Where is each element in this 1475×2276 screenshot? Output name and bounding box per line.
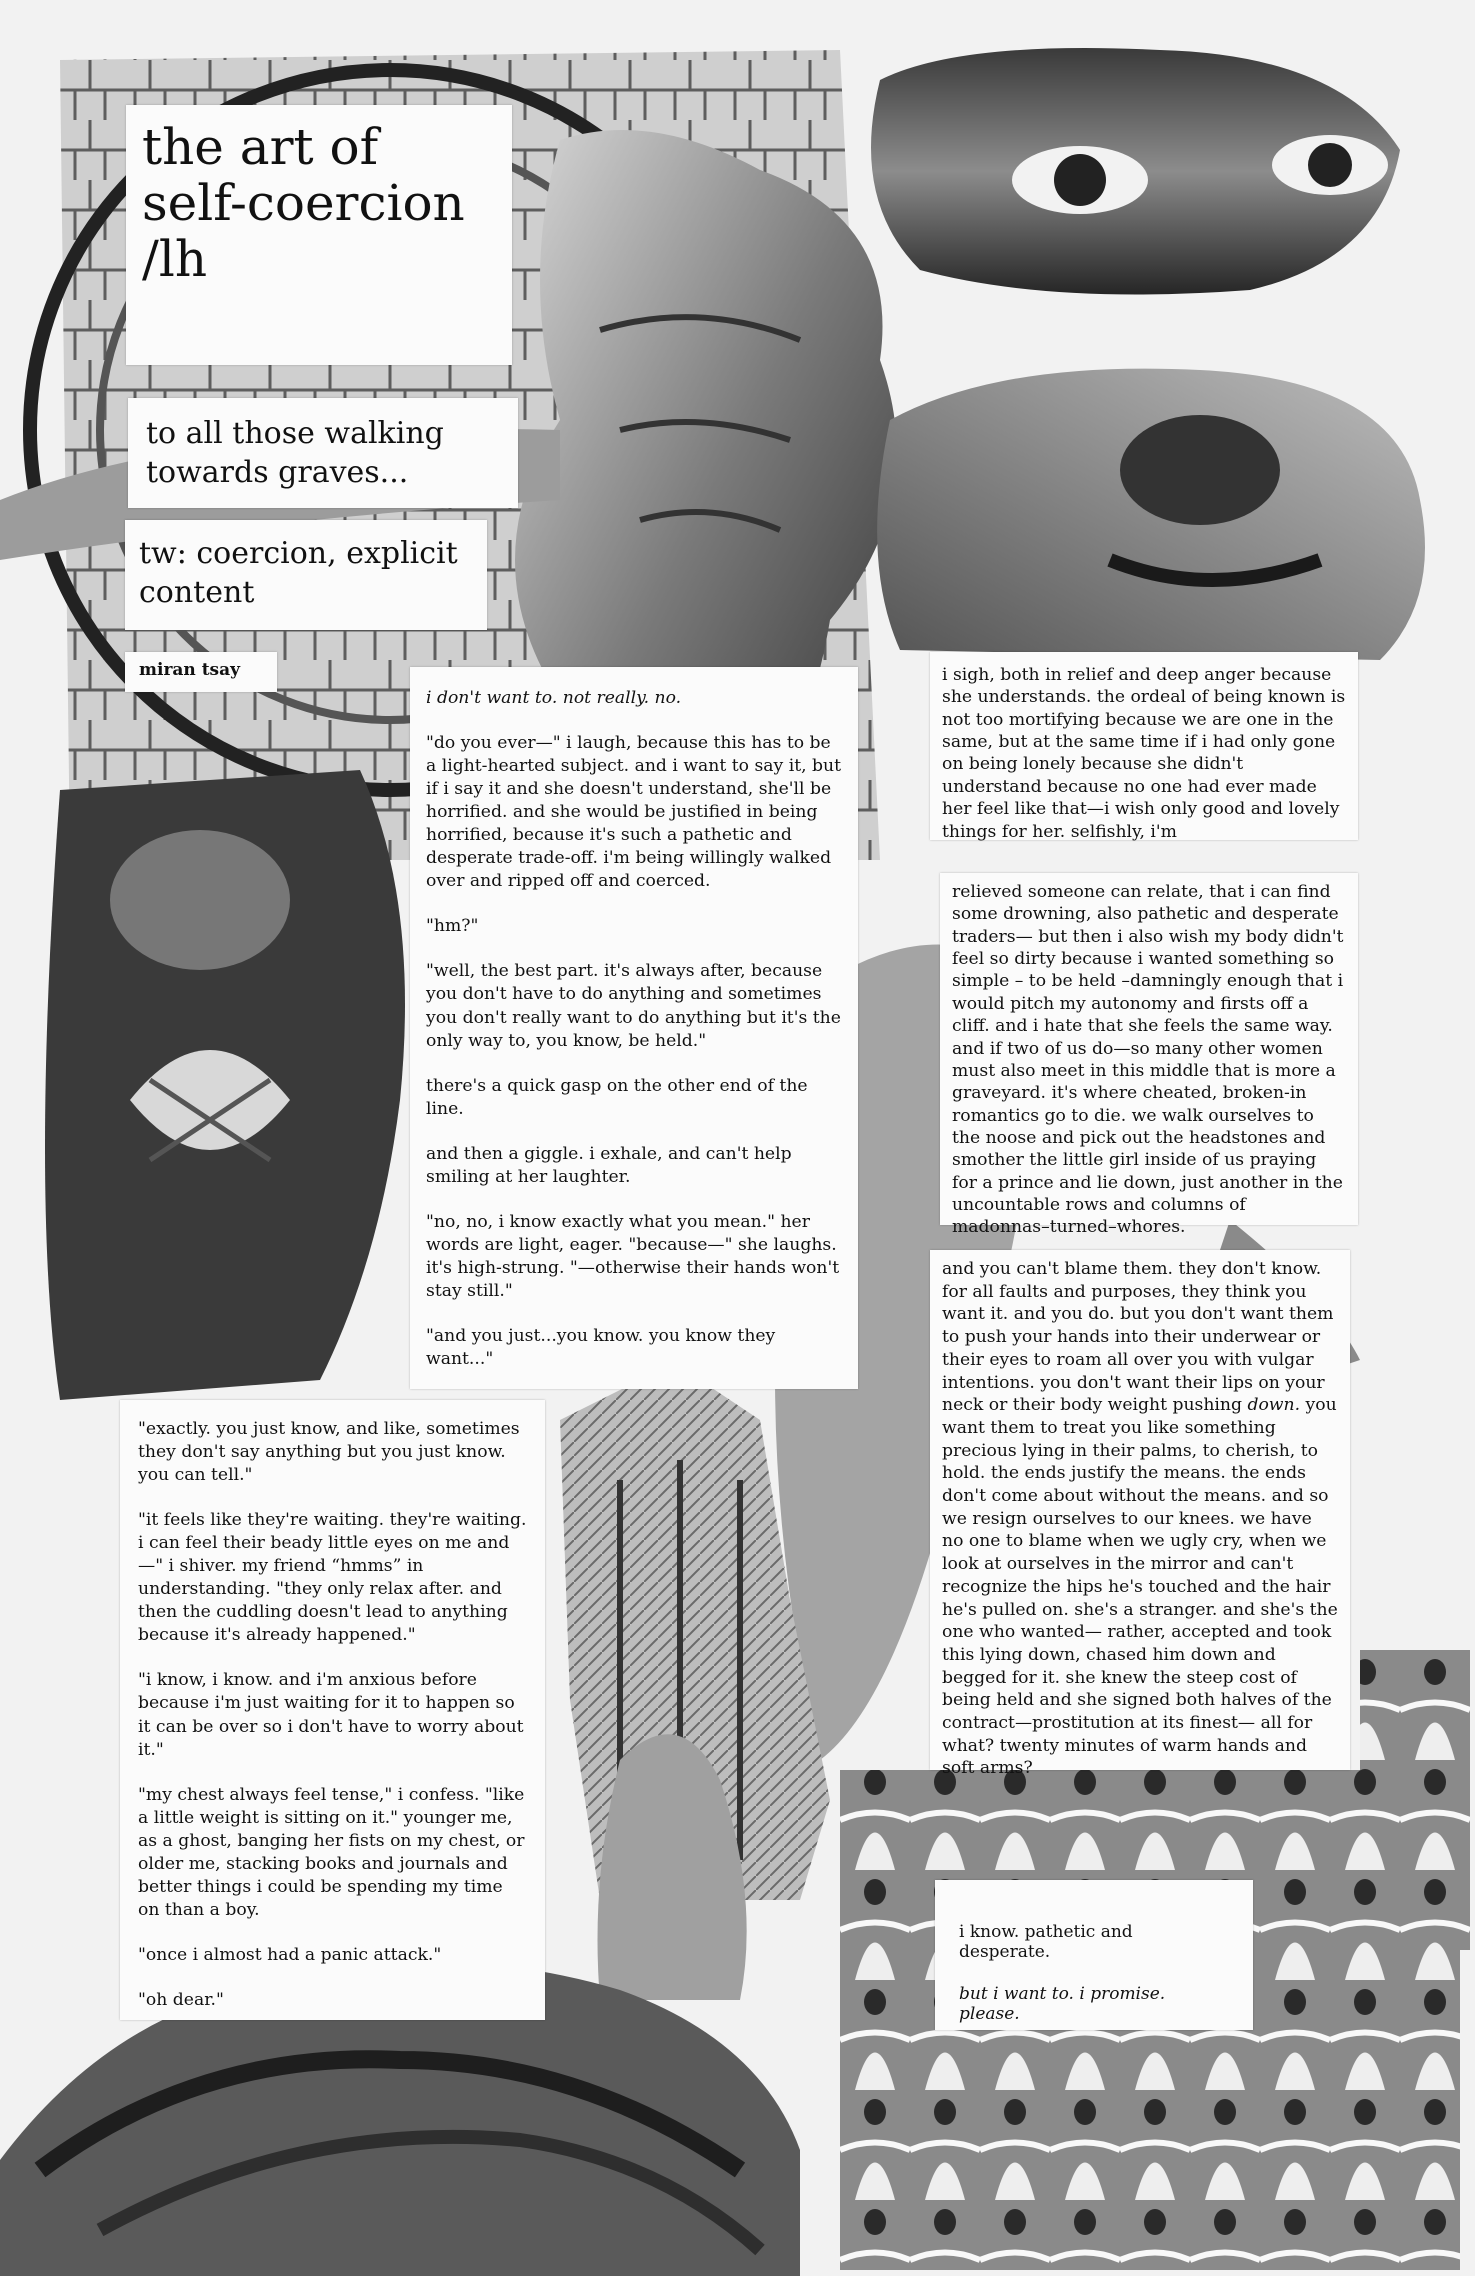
paragraph: "no, no, i know exactly what you mean." her words are light, eager. "because—" she laughs. it's high-strung. "—otherwise their hands won't stay still.": [426, 1211, 840, 1301]
paragraph: and then a giggle. i exhale, and can't help smiling at her laughter.: [426, 1143, 792, 1187]
emphasis-word: down.: [1247, 1395, 1301, 1416]
story-column-left: [120, 1400, 545, 2020]
title-line-1: the art of: [142, 118, 379, 176]
title-line-3: /lh: [142, 230, 208, 288]
paragraph: "my chest always feel tense," i confess. "like a little weight is sitting on it." younger me, as a ghost, banging her fists on my chest, or older me, stacking books and journals and better things i could be spending my time on than a boy.: [138, 1784, 525, 1920]
closing-line-1: i know. pathetic and desperate.: [959, 1922, 1133, 1962]
paragraph: "once i almost had a panic attack.": [138, 1944, 442, 1965]
paragraph: "it feels like they're waiting. they're waiting. i can feel their beady little eyes on me and—" i shiver. my friend “hmms” in understanding. "they only relax after. and then the cuddling doesn't lead to anything because it's already happened.": [138, 1510, 527, 1646]
story-column-right-2: [940, 873, 1358, 1238]
text-run: you want them to treat you like something precious lying in their palms, to cherish, to hold. the ends justify the means. the ends don't come about without the means. and so we resign ourselves to our knees. we have no one to blame when we ugly cry, when we look at ourselves in the mirror and can't recognize the hips he's touched and the hair he's pulled on. she's a stranger. and she's the one who wanted— rather, accepted and took this lying down, chased him down and begged for it. she knew the steep cost of being held and she signed both halves of the contract—prostitution at its finest— all for what? twenty minutes of warm hands and soft arms?: [942, 1395, 1338, 1779]
author-name: miran tsay: [139, 660, 241, 680]
paragraph: "hm?": [426, 916, 479, 937]
paragraph: "oh dear.": [138, 1989, 224, 2010]
story-column-right-1: [930, 652, 1358, 840]
closing-card: [935, 1880, 1253, 2030]
dedication-text: to all those walking towards graves...: [146, 416, 444, 490]
story-column-right-3: [930, 1250, 1350, 1779]
paragraph: i sigh, both in relief and deep anger because she understands. the ordeal of being known is not too mortifying because we are one in the same, but at the same time if i had only gone on being lonely because she didn't understand because no one had ever made her feel like that—i wish only good and lovely things for her. selfishly, i'm: [942, 665, 1346, 842]
face-cutout: [877, 369, 1425, 660]
title-card: [126, 105, 512, 365]
paragraph: there's a quick gasp on the other end of the line.: [426, 1075, 808, 1119]
opening-line: i don't want to. not really. no.: [426, 688, 682, 708]
text-run: and you can't blame them. they don't know. for all faults and purposes, they think you want it. and you do. but you don't want them to push your hands into their underwear or their eyes to roam all over you with vulgar intentions. you don't want their lips on your neck or their body weight pushing: [942, 1259, 1334, 1416]
paragraph: [942, 1258, 1338, 1780]
story-column-middle: [410, 667, 858, 1389]
paragraph: "exactly. you just know, and like, sometimes they don't say anything but you just know. you can tell.": [138, 1419, 520, 1486]
paragraph: "do you ever—" i laugh, because this has to be a light-hearted subject. and i want to say it, but if i say it and she doesn't understand, she'll be horrified. and she would be justified in being horrified, because it's such a pathetic and desperate trade-off. i'm being willingly walked over and ripped off and coerced.: [426, 733, 842, 892]
dedication-card: [128, 398, 518, 508]
paragraph: "well, the best part. it's always after, because you don't have to do anything and sometimes you don't really want to do anything but it's the only way to, you know, be held.": [426, 961, 841, 1051]
author-card: [125, 652, 277, 692]
paragraph: relieved someone can relate, that i can find some drowning, also pathetic and desperate traders— but then i also wish my body didn't feel so dirty because i wanted something so simple – to be held –damningly enough that i would pitch my autonomy and firsts off a cliff. and i hate that she feels the same way. and if two of us do—so many other women must also meet in this middle that is more a graveyard. it's where cheated, broken-in romantics go to die. we walk ourselves to the noose and pick out the headstones and smother the little girl inside of us praying for a prince and lie down, just another in the uncountable rows and columns of madonnas–turned–whores.: [952, 882, 1344, 1238]
trigger-warning-text: tw: coercion, explicit content: [139, 536, 458, 610]
title-line-2: self-coercion: [142, 174, 465, 232]
trigger-warning-card: [125, 520, 487, 630]
paragraph: "i know, i know. and i'm anxious before because i'm just waiting for it to happen so it can be over so i don't have to worry about it.": [138, 1670, 524, 1760]
closing-line-2: but i want to. i promise. please.: [959, 1984, 1166, 2024]
paragraph: "and you just...you know. you know they want...": [426, 1325, 776, 1370]
